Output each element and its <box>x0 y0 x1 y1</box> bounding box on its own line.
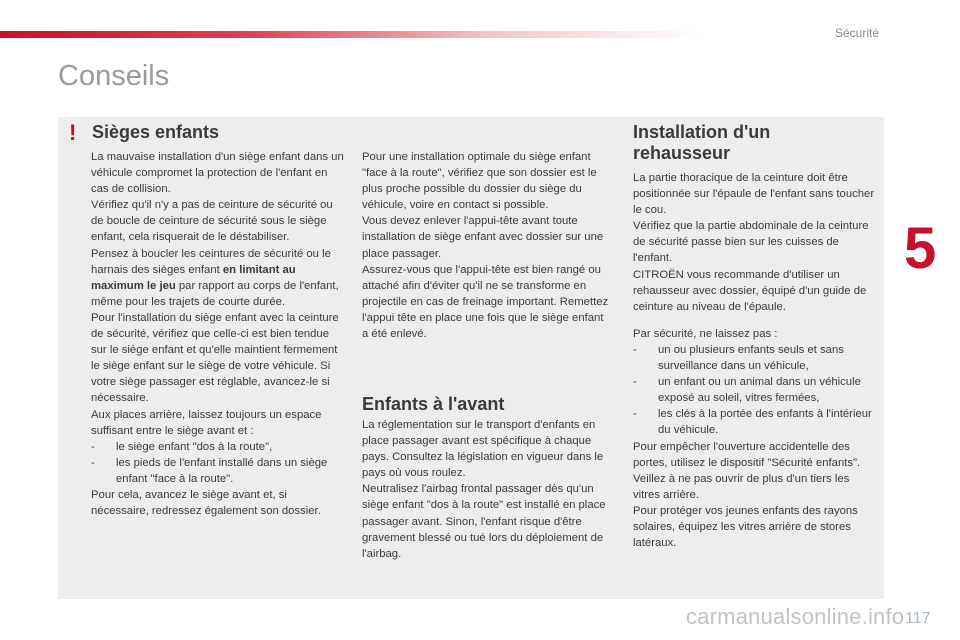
paragraph: Pour l'installation du siège enfant avec la ceinture de sécurité, vérifiez que celle-ci est bien tendue sur le siège enfant et qu'elle maintient fermement le siège enfant sur le siège de votre véhicule. Si votre siège passager est réglable, avancez-le si nécessaire. <box>91 311 339 405</box>
list-item-text: les pieds de l'enfant installé dans un siège enfant "face à la route". <box>116 456 328 485</box>
list-item-text: un enfant ou un animal dans un véhicule exposé au soleil, vitres fermées, <box>658 376 861 405</box>
paragraph: Vérifiez que la partie abdominale de la ceinture de sécurité passe bien sur les cuisses de l'enfant. <box>633 220 869 265</box>
list-item-text: le siège enfant "dos à la route", <box>116 440 273 453</box>
paragraph: Pour une installation optimale du siège enfant "face à la route", vérifiez que son dossier est le plus proche possible du dossier du siège du véhicule, voire en contact si possible. <box>362 151 597 212</box>
rehausseur-text <box>633 170 879 551</box>
paragraph: Vous devez enlever l'appui-tête avant toute installation de siège enfant avec dossier sur une place passager. <box>362 215 604 260</box>
header-accent-stripe <box>0 31 700 38</box>
paragraph: CITROËN vous recommande d'utiliser un rehausseur avec dossier, équipé d'un guide de ceinture au niveau de l'épaule. <box>633 268 867 313</box>
enfants-avant-text <box>362 417 612 562</box>
paragraph: Neutralisez l'airbag frontal passager dès qu'un siège enfant "dos à la route" est installé en place passager avant. Sinon, l'enfant risque d'être gravement blessé ou tué lors du déploiement de l'airbag. <box>362 483 606 560</box>
paragraph: La réglementation sur le transport d'enfants en place passager avant est spécifique à chaque pays. Consultez la législation en vigueur dans le pays où vous roulez. <box>362 419 604 480</box>
text: Pensez à boucler les ceintures de sécurité ou le harnais des sièges enfant <box>91 247 331 276</box>
list-item: - un ou plusieurs enfants seuls et sans surveillance dans un véhicule, <box>633 342 879 374</box>
chapter-number: 5 <box>904 216 937 281</box>
list-item: - les clés à la portée des enfants à l'intérieur du véhicule. <box>633 406 879 438</box>
rehausseur-heading: Installation d'un rehausseur <box>633 122 771 163</box>
page-number: 117 <box>905 610 931 627</box>
list-item-text: les clés à la portée des enfants à l'intérieur du véhicule. <box>658 408 872 437</box>
paragraph <box>91 246 347 310</box>
text: par rapport au corps de l'enfant, même pour les trajets de courte durée. <box>91 279 339 308</box>
sieges-enfants-heading: Sièges enfants <box>92 122 220 142</box>
paragraph: La mauvaise installation d'un siège enfant dans un véhicule compromet la protection de l'enfant en cas de collision. <box>91 151 344 196</box>
page-title: Conseils <box>58 60 170 92</box>
list-item: - un enfant ou un animal dans un véhicule exposé au soleil, vitres fermées, <box>633 374 879 406</box>
list-item: - le siège enfant "dos à la route", <box>91 439 347 455</box>
list-item-text: un ou plusieurs enfants seuls et sans surveillance dans un véhicule, <box>658 343 844 373</box>
enfants-avant-heading: Enfants à l'avant <box>362 394 505 414</box>
paragraph: Pour cela, avancez le siège avant et, si nécessaire, redressez également son dossier. <box>91 488 321 518</box>
paragraph: La partie thoracique de la ceinture doit être positionnée sur l'épaule de l'enfant sans toucher le cou. <box>633 172 875 217</box>
section-header: Sécurité <box>835 26 880 40</box>
bold-text: en limitant au maximum le jeu <box>91 263 296 292</box>
list-item: - les pieds de l'enfant installé dans un siège enfant "face à la route". <box>91 455 347 487</box>
paragraph: Veillez à ne pas ouvrir de plus d'un tiers les vitres arrière. <box>633 472 850 501</box>
paragraph: Par sécurité, ne laissez pas : <box>633 327 778 340</box>
sieges-column-2 <box>362 149 612 342</box>
paragraph: Vérifiez qu'il n'y a pas de ceinture de sécurité ou de boucle de ceinture de sécurité sous le siège enfant, cela risquerait de le déstabiliser. <box>91 199 333 244</box>
paragraph: Aux places arrière, laissez toujours un espace suffisant entre le siège avant et : <box>91 408 322 437</box>
exclamation-icon: ! <box>69 120 77 145</box>
paragraph: Assurez-vous que l'appui-tête est bien rangé ou attaché afin d'éviter qu'il ne se transforme en projectile en cas de freinage important. Remettez l'appui tête en place une fois que le siège enfant a été enlevé. <box>362 263 609 341</box>
watermark: carmanualsonline.info <box>686 604 905 629</box>
paragraph: Pour empêcher l'ouverture accidentelle des portes, utilisez le dispositif "Sécurité enfants". <box>633 440 861 469</box>
sieges-column-1 <box>91 149 347 519</box>
paragraph: Pour protéger vos jeunes enfants des rayons solaires, équipez les vitres arrière de stores latéraux. <box>633 504 858 550</box>
